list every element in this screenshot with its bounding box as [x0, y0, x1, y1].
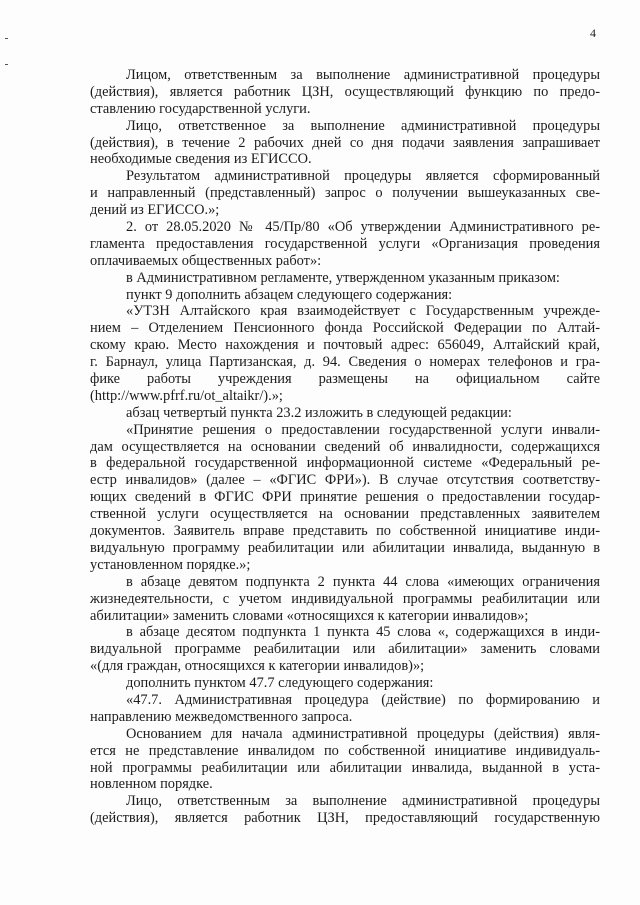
page-number: 4	[590, 26, 596, 40]
text-line: ной программы реабилитации или абилитации инвалида, выданной в уста-	[90, 759, 600, 776]
text-line: в Административном регламенте, утвержденном указанным приказом:	[126, 269, 560, 286]
text-line: (действия), в течение 2 рабочих дней со дня подачи заявления запрашивает	[90, 134, 600, 151]
text-line: ется не представление инвалидом по собственной инициативе индивидуаль-	[90, 742, 600, 759]
text-line: ственной услуги осуществляется на основании представленных заявителем	[90, 506, 600, 523]
text-line: «Принятие решения о предоставлении государственной услуги инвали-	[126, 421, 600, 438]
margin-mark	[5, 38, 8, 39]
text-line: дений из ЕГИССО.»;	[90, 202, 220, 219]
text-line: направлению межведомственного запроса.	[90, 708, 353, 725]
text-line: Лицом, ответственным за выполнение административной процедуры	[126, 67, 600, 83]
text-line: установленном порядке.»;	[90, 556, 251, 573]
text-line: оплачиваемых общественных работ»:	[90, 252, 322, 269]
text-line: видуальную программу реабилитации или абилитации инвалида, выданную в	[90, 539, 600, 556]
text-line: (http://www.pfrf.ru/ot_altaikr/).»;	[90, 387, 283, 404]
text-line: жизнедеятельности, с учетом индивидуальной программы реабилитации или	[90, 590, 600, 607]
text-line: 2. от 28.05.2020 № 45/Пр/80 «Об утверждении Административного ре-	[126, 219, 600, 236]
text-line: «47.7. Административная процедура (действие) по формированию и	[126, 691, 600, 708]
text-line: и направленный (представленный) запрос о получении вышеуказанных све-	[90, 185, 600, 202]
text-line: видуальной программе реабилитации или абилитации» заменить словами	[90, 641, 600, 658]
text-line: естр инвалидов» (далее – «ФГИС ФРИ»). В случае отсутствия соответству-	[90, 472, 600, 489]
text-line: в абзаце десятом подпункта 1 пункта 45 слова «, содержащихся в инди-	[126, 624, 600, 641]
text-line: дополнить пунктом 47.7 следующего содержания:	[126, 675, 434, 692]
text-line: ставлению государственной услуги.	[90, 100, 311, 117]
text-line: пункт 9 дополнить абзацем следующего содержания:	[126, 286, 453, 303]
text-line: в федеральной государственной информационной системе «Федеральный ре-	[90, 455, 600, 472]
text-line: «(для граждан, относящихся к категории инвалидов)»;	[90, 658, 425, 675]
text-line: Результатом административной процедуры является сформированный	[126, 168, 600, 185]
text-line: гламента предоставления государственной услуги «Организация проведения	[90, 235, 600, 252]
text-line: абилитации» заменить словами «относящихся к категории инвалидов»;	[90, 607, 529, 624]
text-line: документов. Заявитель вправе представить по собственной инициативе инди-	[90, 523, 600, 540]
margin-mark	[5, 64, 8, 65]
text-line: необходимые сведения из ЕГИССО.	[90, 151, 312, 168]
text-line: г. Барнаул, улица Партизанская, д. 94. Сведения о номерах телефонов и гра-	[90, 354, 600, 371]
text-line: Лицо, ответственным за выполнение административной процедуры	[126, 793, 600, 810]
text-line: Лицо, ответственное за выполнение административной процедуры	[126, 117, 600, 134]
text-line: в абзаце девятом подпункта 2 пункта 44 слова «имеющих ограничения	[126, 573, 600, 590]
text-line: новленном порядке.	[90, 776, 213, 793]
text-line: Основанием для начала административной процедуры (действия) явля-	[126, 725, 600, 742]
text-line: скому краю. Место нахождения и почтовый адрес: 656049, Алтайский край,	[90, 337, 600, 354]
text-line: (действия), является работник ЦЗН, осуществляющий функцию по предо-	[90, 83, 600, 100]
text-line: абзац четвертый пункта 23.2 изложить в следующей редакции:	[126, 404, 512, 421]
text-line: дам осуществляется на основании сведений об инвалидности, содержащихся	[90, 438, 600, 455]
text-line: «УТЗН Алтайского края взаимодействует с Государственным учрежде-	[126, 303, 600, 320]
text-line: фике работы учреждения размещены на официальном сайте	[90, 371, 600, 388]
text-line: нием – Отделением Пенсионного фонда Российской Федерации по Алтай-	[90, 320, 600, 337]
document-body	[90, 67, 600, 827]
text-line: (действия), является работник ЦЗН, предоставляющий государственную	[90, 810, 600, 827]
text-line: ющих сведений в ФГИС ФРИ принятие решения о предоставлении государ-	[90, 489, 600, 506]
